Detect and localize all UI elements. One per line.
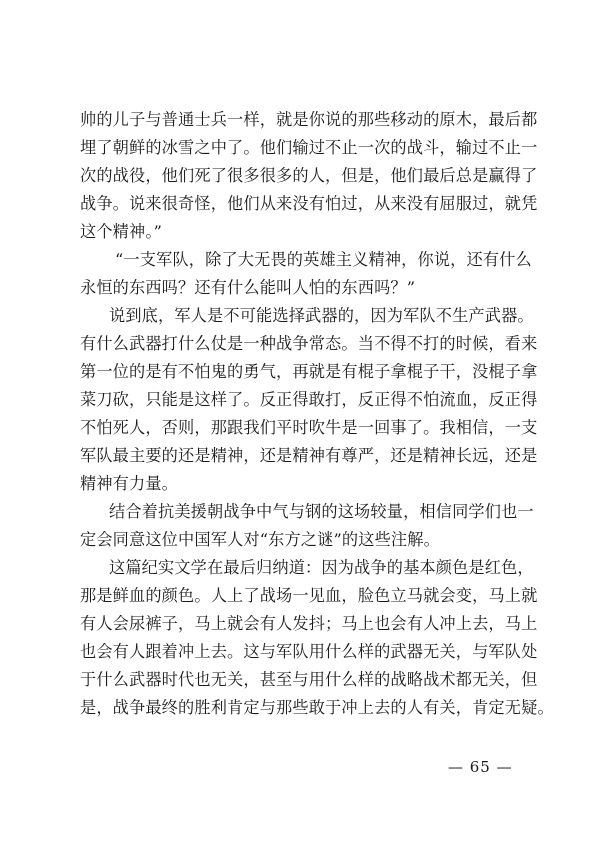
paragraph-3 bbox=[80, 302, 538, 498]
text-line: 结合着抗美援朝战争中气与钢的这场较量，相信同学们也一 bbox=[109, 502, 534, 521]
text-line: 菜刀砍，只能是这样了。反正得敢打，反正得不怕流血，反正得 bbox=[80, 390, 538, 409]
text-line: 是，战争最终的胜利肯定与那些敢于冲上去的人有关，肯定无疑。 bbox=[80, 698, 554, 717]
paragraph-2 bbox=[80, 246, 532, 302]
paragraph-4 bbox=[80, 498, 534, 554]
text-line: 于什么武器时代也无关，甚至与用什么样的战略战术都无关，但 bbox=[80, 670, 538, 689]
text-line: 这篇纪实文学在最后归纳道：因为战争的基本颜色是红色， bbox=[109, 558, 534, 577]
text-line: 埋了朝鲜的冰雪之中了。他们输过不止一次的战斗，输过不止一 bbox=[80, 138, 538, 157]
text-line: 有什么武器打什么仗是一种战争常态。当不得不打的时候，看来 bbox=[80, 334, 538, 353]
text-line: 说到底，军人是不可能选择武器的，因为军队不生产武器。 bbox=[109, 306, 534, 325]
body-text bbox=[80, 106, 554, 722]
text-line: 这个精神。” bbox=[80, 222, 163, 241]
text-line: 战争。说来很奇怪，他们从来没有怕过，从来没有屈服过，就凭 bbox=[80, 194, 538, 213]
page-number: — 65 — bbox=[448, 758, 513, 776]
paragraph-5 bbox=[80, 554, 554, 722]
text-line: 军队最主要的还是精神，还是精神有尊严，还是精神长远，还是 bbox=[80, 446, 538, 465]
text-line: 有人会尿裤子，马上就会有人发抖；马上也会有人冲上去，马上 bbox=[80, 614, 538, 633]
text-line: 那是鲜血的颜色。人上了战场一见血，脸色立马就会变，马上就 bbox=[80, 586, 538, 605]
text-line: 第一位的是有不怕鬼的勇气，再就是有棍子拿棍子干，没棍子拿 bbox=[80, 362, 538, 381]
text-line: 定会同意这位中国军人对“东方之谜”的这些注解。 bbox=[80, 530, 440, 549]
text-line: 次的战役，他们死了很多很多的人，但是，他们最后总是赢得了 bbox=[80, 166, 538, 185]
text-line: 精神有力量。 bbox=[80, 474, 179, 493]
text-line: 不怕死人，否则，那跟我们平时吹牛是一回事了。我相信，一支 bbox=[80, 418, 538, 437]
text-line: 帅的儿子与普通士兵一样，就是你说的那些移动的原木，最后都 bbox=[80, 110, 538, 129]
text-line: “一支军队，除了大无畏的英雄主义精神，你说，还有什么 bbox=[115, 250, 532, 269]
text-line: 永恒的东西吗？还有什么能叫人怕的东西吗？” bbox=[80, 278, 416, 297]
paragraph-1 bbox=[80, 106, 538, 246]
text-line: 也会有人跟着冲上去。这与军队用什么样的武器无关，与军队处 bbox=[80, 642, 538, 661]
